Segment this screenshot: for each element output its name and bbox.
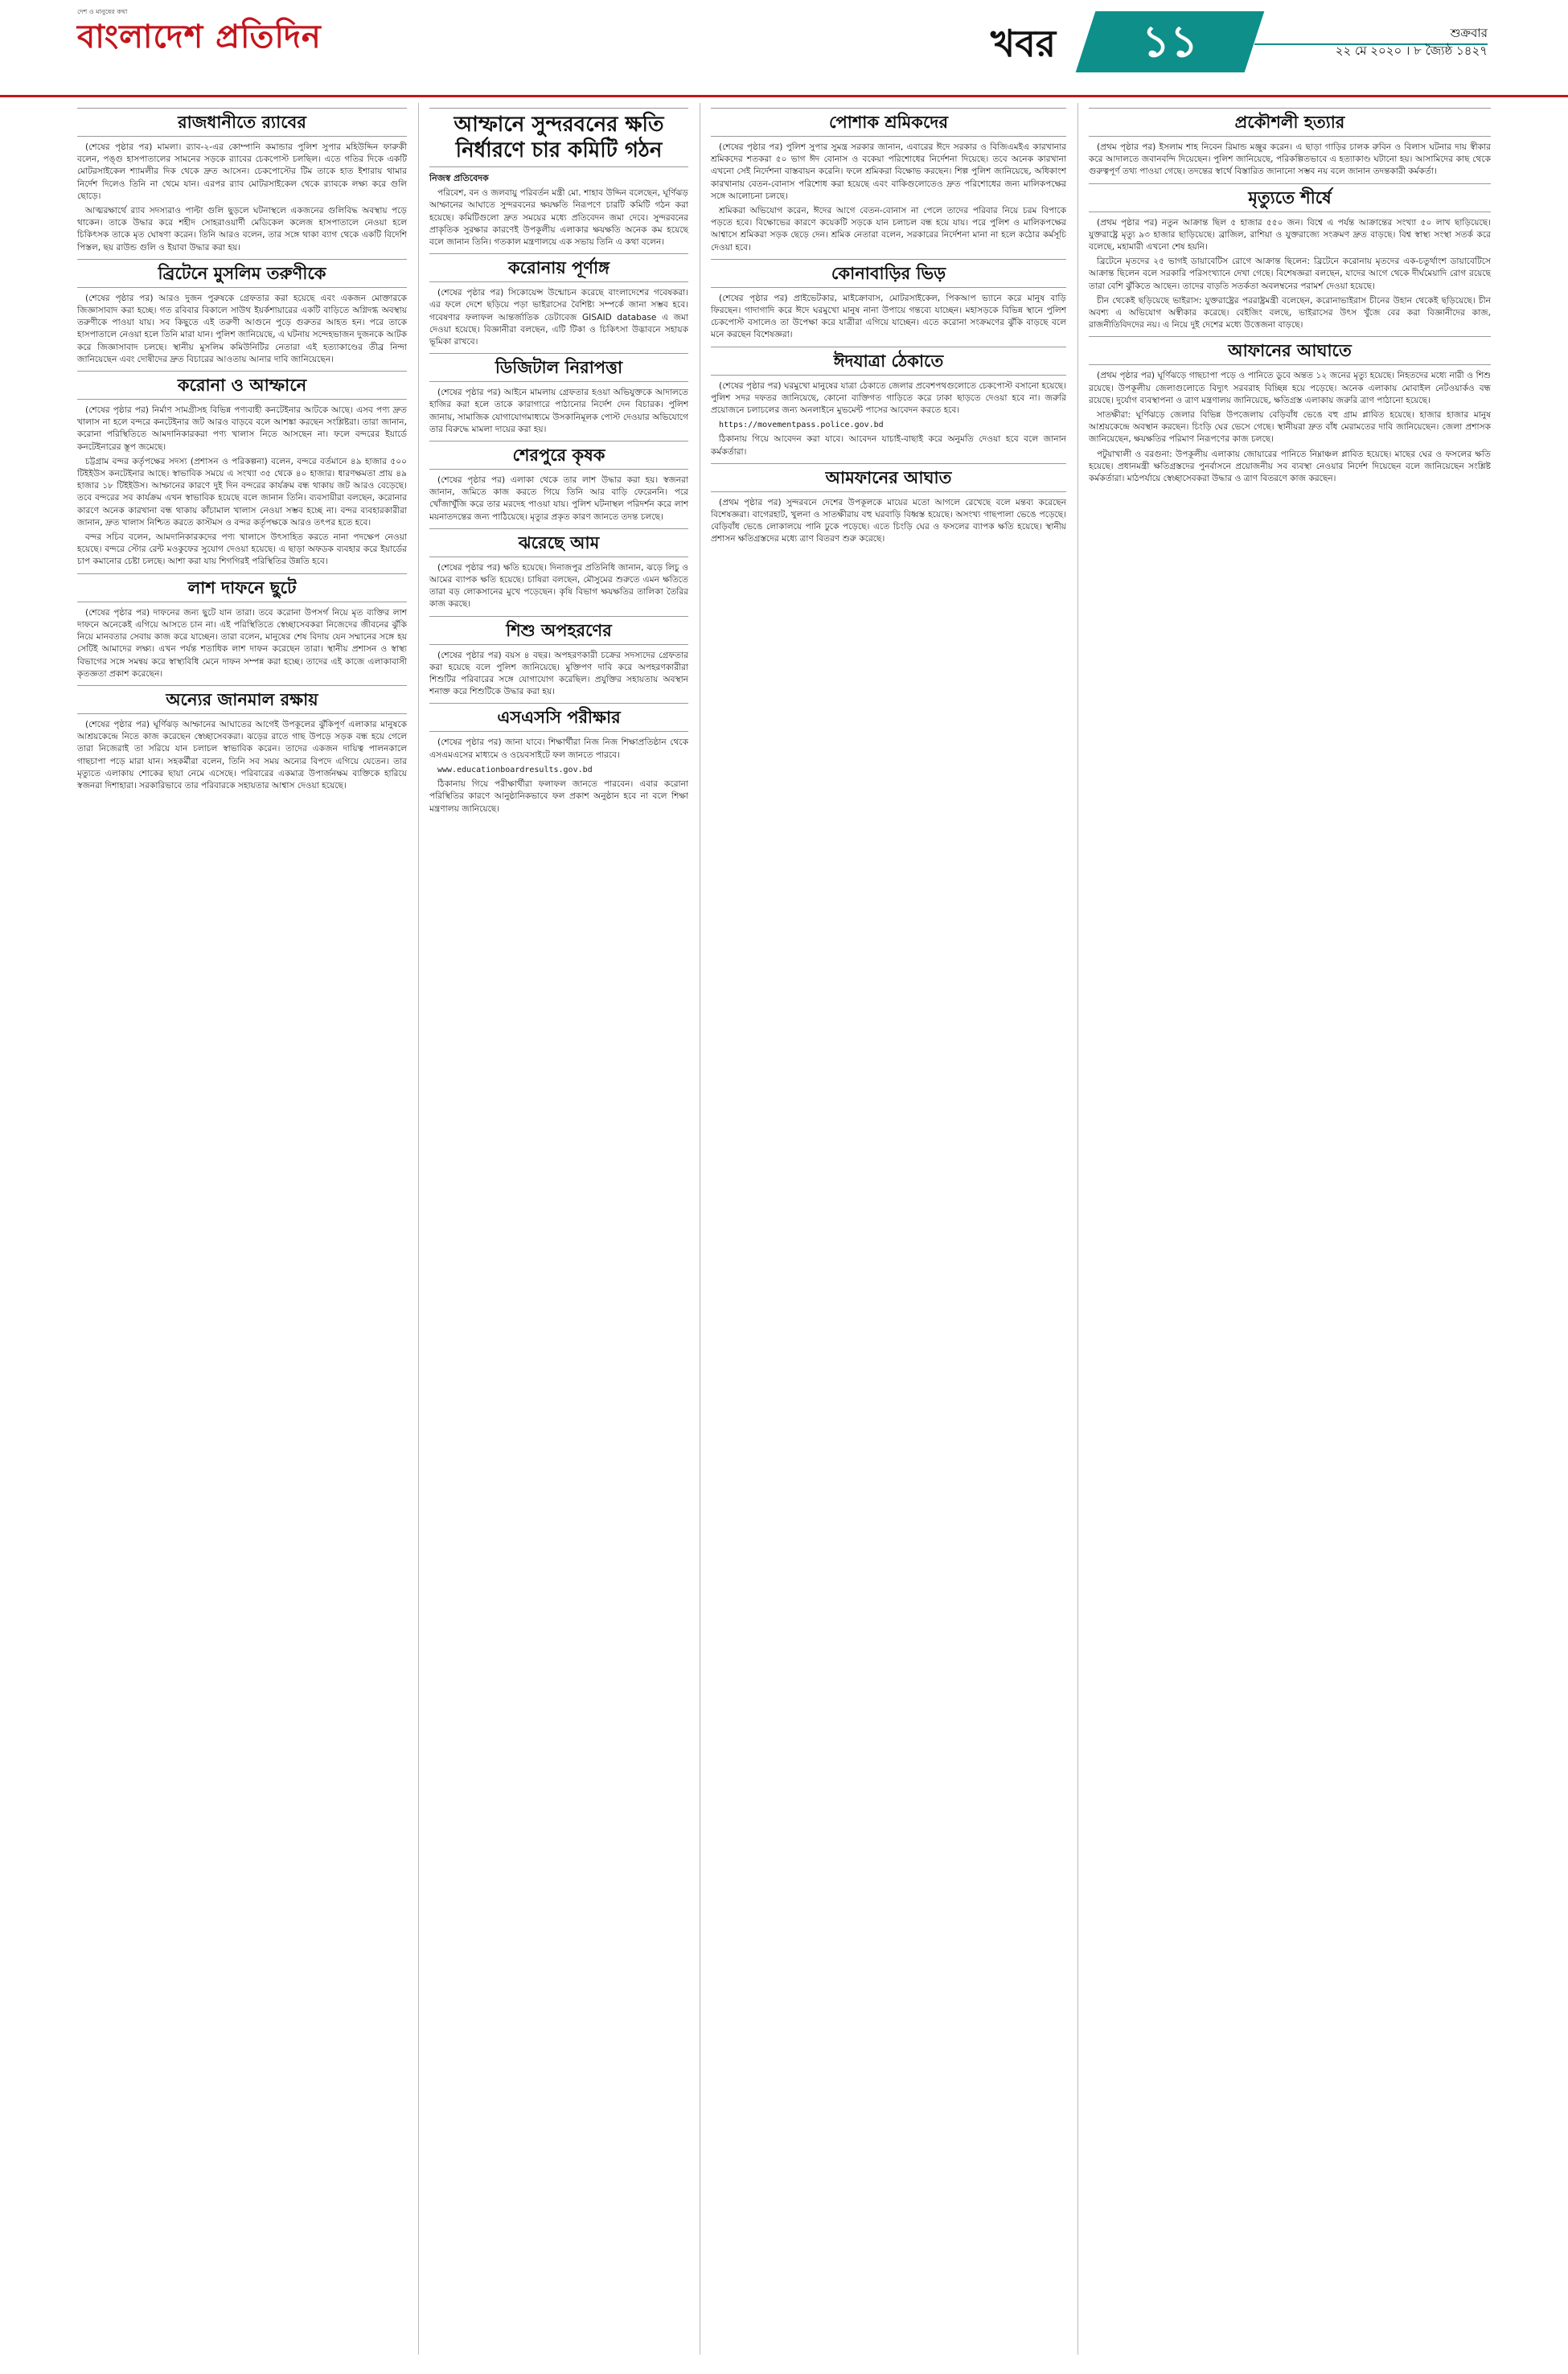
section-title: খবর	[991, 22, 1057, 65]
headline: শিশু অপহরণের	[429, 616, 688, 645]
article-body: (শেষের পৃষ্ঠার পর) বয়স ৪ বছর। অপহরণকারী চক্রের সদস্যদের গ্রেফতার করা হয়েছে বলে পুলিশ জানিয়েছে। মুক্তিপণ দাবি করে অপহরণকারীরা শিশুটির পরিবারের সঙ্গে যোগাযোগ করেছিল। প্রযুক্তির সহায়তায় অবস্থান শনাক্ত করে শিশুটিকে উদ্ধার করা হয়।	[429, 650, 688, 697]
article-body: (প্রথম পৃষ্ঠার পর) ঘূর্ণিঝড়ে গাছচাপা পড়ে ও পানিতে ডুবে অন্তত ১২ জনের মৃত্যু হয়েছে। নিহতদের মধ্যে নারী ও শিশু রয়েছে। উপকূলীয় জেলাগুলোতে বিদ্যুৎ সরবরাহ বিচ্ছিন্ন হয়ে পড়েছে। অনেক এলাকায় মোবাইল নেটওয়ার্কও বন্ধ রয়েছে। দুর্যোগ ব্যবস্থাপনা ও ত্রাণ মন্ত্রণালয় জানিয়েছে, ক্ষতিগ্রস্ত এলাকায় জরুরি ত্রাণ পাঠানো হয়েছে।	[1089, 371, 1491, 405]
headline: কোনাবাড়ির ভিড়	[711, 259, 1066, 288]
headline: শেরপুরে কৃষক	[429, 441, 688, 470]
weekday: শুক্রবার	[1450, 26, 1488, 40]
article-body: ঠিকানায় গিয়ে পরীক্ষার্থীরা ফলাফল জানতে পারবেন। এবার করোনা পরিস্থিতির কারণে আনুষ্ঠানিকভাবে ফল প্রকাশ অনুষ্ঠান হবে না বলে শিক্ষা মন্ত্রণালয় জানিয়েছে।	[429, 779, 688, 814]
article-body: পরিবেশ, বন ও জলবায়ু পরিবর্তন মন্ত্রী মো. শাহাব উদ্দিন বলেছেন, ঘূর্ণিঝড় আম্ফানের আঘাতে সুন্দরবনের ক্ষয়ক্ষতি নিরূপণে চারটি কমিটি গঠন করা হয়েছে। কমিটিগুলো দ্রুত সময়ের মধ্যে প্রতিবেদন জমা দেবে। সুন্দরবনের প্রাকৃতিক সুরক্ষার কারণেই উপকূলীয় এলাকার ক্ষয়ক্ষতি অনেক কম হয়েছে বলে জানান তিনি। গতকাল মন্ত্রণালয়ে এক সভায় তিনি এ কথা বলেন।	[429, 188, 688, 248]
newspaper-logo[interactable]	[77, 8, 351, 88]
article-body: (শেষের পৃষ্ঠার পর) ক্ষতি হয়েছে। দিনাজপুর প্রতিনিধি জানান, ঝড়ে লিচু ও আমের ব্যাপক ক্ষতি হয়েছে। চাষিরা বলছেন, মৌসুমের শুরুতে এমন ক্ষতিতে তারা বড় লোকসানের মুখে পড়েছেন। কৃষি বিভাগ ক্ষয়ক্ষতির তালিকা তৈরির কাজ করছে।	[429, 562, 688, 610]
logo-text: বাংলাদেশ প্রতিদিন	[77, 18, 322, 55]
headline: ডিজিটাল নিরাপত্তা	[429, 353, 688, 382]
movement-pass-link[interactable]: https://movementpass.police.gov.bd	[719, 421, 884, 430]
article-body: (শেষের পৃষ্ঠার পর) আরও দুজন পুরুষকে গ্রেফতার করা হয়েছে এবং একজন মোক্তারকে জিজ্ঞাসাবাদ করা হচ্ছে। গত রবিবার বিকালে সাউথ ইয়র্কশায়ারের একটি বাড়িতে অগ্নিদগ্ধ অবস্থায় তরুণীকে পাওয়া যায়। সব কিছুতে এই তরুণী আগুনে পুড়ে গুরুতর আহত হন। পরে তাকে হাসপাতালে নেওয়া হলে তিনি মারা যান। পুলিশ জানিয়েছে, এ ঘটনায় সন্দেহভাজন দুজনকে আটক করে জিজ্ঞাসাবাদ চলছে। স্থানীয় মুসলিম কমিউনিটির নেতারা এই হত্যাকাণ্ডের তীব্র নিন্দা জানিয়েছেন এবং দোষীদের দ্রুত বিচারের আওতায় আনার দাবি জানিয়েছেন।	[77, 293, 407, 364]
headline: প্রকৌশলী হত্যার	[1089, 108, 1491, 137]
headline: লাশ দাফনে ছুটে	[77, 573, 407, 602]
column-2	[429, 103, 688, 818]
headline: ঈদযাত্রা ঠেকাতে	[711, 347, 1066, 376]
column-divider	[418, 103, 419, 2355]
article-body: চট্টগ্রাম বন্দর কর্তৃপক্ষের সদস্য (প্রশাসন ও পরিকল্পনা) বলেন, বন্দরে বর্তমানে ৪৯ হাজার ৫০০ টিইইউস কনটেইনার আছে। স্বাভাবিক সময়ে এ সংখ্যা ৩৫ থেকে ৪০ হাজার। ধারণক্ষমতা প্রায় ৪৯ হাজার ১৮ টিইইউস। আম্ফানের কারণে দুই দিন বন্দরের কার্যক্রম বন্ধ থাকায় জট আরও বেড়েছে। তবে বন্দরের সব কার্যক্রম এখন স্বাভাবিক হয়েছে বলে জানান তিনি। ব্যবসায়ীরা বলছেন, করোনার কারণে অনেক কারখানা বন্ধ থাকায় কাঁচামাল খালাস নেওয়া সম্ভব হচ্ছে না। বন্দর ব্যবহারকারীরা জানান, দ্রুত খালাস নিশ্চিত করতে কাস্টমস ও বন্দর কর্তৃপক্ষকে আরও তৎপর হতে হবে।	[77, 456, 407, 528]
results-link[interactable]: www.educationboardresults.gov.bd	[437, 765, 593, 774]
headline: পোশাক শ্রমিকদের	[711, 108, 1066, 137]
byline: নিজস্ব প্রতিবেদক	[429, 173, 489, 183]
article-body: (শেষের পৃষ্ঠার পর) মামলা। র‌্যাব-২-এর কোম্পানি কমান্ডার পুলিশ সুপার মহিউদ্দিন ফারুকী বলেন, পঙ্গু হাসপাতালের সামনের সড়কে র‌্যাবের চেকপোস্ট চলছিল। এতে গতির দিকে একটি মোটরসাইকেল শ্যামলীর দিক থেকে দ্রুত আসেন। চেকপোস্টের টিম তাকে হাত ইশারায় থামার নির্দেশ দিলেও তিনি না থেমে যান। এরপর র‌্যাব মোটরসাইকেল থেকে র‌্যাবকে লক্ষ্য করে গুলি ছোড়ে।	[77, 142, 407, 201]
article-body: আত্মরক্ষার্থে র‌্যাব সদস্যরাও পাল্টা গুলি ছুড়লে ঘটনাস্থলে একজনের গুলিবিদ্ধ অবস্থায় পড়ে থাকেন। তাকে উদ্ধার করে শহীদ সোহরাওয়ার্দী মেডিকেল কলেজ হাসপাতালে নেওয়া হলে চিকিৎসক তাকে মৃত ঘোষণা করেন। তিনি আরও বলেন, তার সঙ্গে থাকা ব্যাগ থেকে একটি বিদেশি পিস্তল, ছয় রাউন্ড গুলি ও ইয়াবা উদ্ধার করা হয়।	[77, 206, 407, 253]
article-body: (শেষের পৃষ্ঠার পর) ঘূর্ণিঝড় আম্ফানের আঘাতের আগেই উপকূলের ঝুঁকিপূর্ণ এলাকার মানুষকে আশ্রয়কেন্দ্রে নিতে কাজ করেছেন স্বেচ্ছাসেবকরা। ঝড়ের রাতে গাছ উপড়ে সড়ক বন্ধ হয়ে গেলে তারা নিজেরাই তা সরিয়ে যান চলাচল স্বাভাবিক করেন। তাদের একজন দায়িত্ব পালনকালে গাছচাপা পড়ে মারা যান। সহকর্মীরা বলেন, তিনি সব সময় অন্যের বিপদে এগিয়ে যেতেন। তার মৃত্যুতে এলাকায় শোকের ছায়া নেমে এসেছে। পরিবারের একমাত্র উপার্জনক্ষম ব্যক্তিকে হারিয়ে স্বজনরা দিশাহারা। সরকারিভাবে তার পরিবারকে সহায়তার আশ্বাস দেওয়া হয়েছে।	[77, 719, 407, 791]
headline: মৃত্যুতে শীর্ষে	[1089, 183, 1491, 212]
headline: আম্ফানে সুন্দরবনের ক্ষতি নির্ধারণে চার কমিটি গঠন	[429, 108, 688, 167]
column-1	[77, 103, 407, 795]
article-body: শ্রমিকরা অভিযোগ করেন, ঈদের আগে বেতন-বোনাস না পেলে তাদের পরিবার নিয়ে চরম বিপাকে পড়তে হবে। বিক্ষোভের কারণে কয়েকটি সড়কে যান চলাচল বন্ধ হয়ে যায়। পরে পুলিশ ও মালিকপক্ষের আশ্বাসে শ্রমিকরা সড়ক ছেড়ে দেন। শ্রমিক নেতারা বলেন, সরকারের নির্দেশনা মানা না হলে কঠোর কর্মসূচি দেওয়া হবে।	[711, 206, 1066, 253]
column-4	[1089, 103, 1491, 487]
headline: এসএসসি পরীক্ষার	[429, 703, 688, 732]
article-body: চীন থেকেই ছড়িয়েছে ভাইরাস: যুক্তরাষ্ট্রের পররাষ্ট্রমন্ত্রী বলেছেন, করোনাভাইরাস চীনের উহান থেকেই ছড়িয়েছে। চীন অবশ্য এ অভিযোগ অস্বীকার করেছে। বেইজিং বলছে, ভাইরাসের উৎস খুঁজে বের করা বিজ্ঞানীদের কাজ, রাজনীতিবিদদের নয়। এ নিয়ে দুই দেশের মধ্যে উত্তেজনা বাড়ছে।	[1089, 295, 1491, 331]
date-block	[1246, 24, 1488, 60]
article-body: সাতক্ষীরা: ঘূর্ণিঝড়ে জেলার বিভিন্ন উপজেলায় বেড়িবাঁধ ভেঙে বহু গ্রাম প্লাবিত হয়েছে। হাজার হাজার মানুষ আশ্রয়কেন্দ্রে অবস্থান করছেন। চিংড়ি ঘের ভেসে গেছে। স্থানীয়রা দ্রুত বাঁধ মেরামতের দাবি জানিয়েছেন। জেলা প্রশাসক জানিয়েছেন, ক্ষয়ক্ষতির পরিমাণ নিরূপণের কাজ চলছে।	[1089, 410, 1491, 445]
article-body: (শেষের পৃষ্ঠার পর) ঘরমুখো মানুষের যাত্রা ঠেকাতে জেলার প্রবেশপথগুলোতে চেকপোস্ট বসানো হয়েছে। পুলিশ সদর দফতর জানিয়েছে, কোনো ব্যক্তিগত গাড়িতে করে ঢাকা ছাড়তে দেওয়া হবে না। জরুরি প্রয়োজনে চলাচলের জন্য অনলাইনে মুভমেন্ট পাসের আবেদন করতে হবে।	[711, 380, 1066, 416]
article-body: (শেষের পৃষ্ঠার পর) প্রাইভেটকার, মাইক্রোবাস, মোটরসাইকেল, পিকআপ ভ্যানে করে মানুষ বাড়ি ফিরছেন। গাদাগাদি করে ঈদে ঘরমুখো মানুষ নানা উপায়ে গন্তব্যে যাচ্ছেন। মহাসড়কে বিভিন্ন স্থানে পুলিশ চেকপোস্ট বসালেও তা উপেক্ষা করে যাত্রীরা এগিয়ে যাচ্ছেন। এতে করোনা সংক্রমণের ঝুঁকি বাড়ছে বলে মনে করছেন বিশেষজ্ঞরা।	[711, 293, 1066, 340]
headline: আফানের আঘাতে	[1089, 336, 1491, 365]
page-number: ১১	[1141, 16, 1199, 67]
article-body: ব্রিটেনে মৃতদের ২৫ ভাগই ডায়াবেটিস রোগে আক্রান্ত ছিলেন: ব্রিটেনে করোনায় মৃতদের এক-চতুর্থাংশ ডায়াবেটিসে আক্রান্ত ছিলেন বলে সরকারি পরিসংখ্যানে দেখা গেছে। বিশেষজ্ঞরা বলছেন, যাদের আগে থেকে দীর্ঘমেয়াদি রোগ রয়েছে তারা বেশি ঝুঁকিতে আছেন। তাদের বাড়তি সতর্কতা অবলম্বনের পরামর্শ দেওয়া হয়েছে।	[1089, 257, 1491, 291]
column-3	[711, 103, 1066, 548]
headline: করোনা ও আম্ফানে	[77, 371, 407, 400]
article-body: (শেষের পৃষ্ঠার পর) পুলিশ সুপার সুমন্ত্র সরকার জানান, এবারের ঈদে সরকার ও বিজিএমইএ কারখানার শ্রমিকদের শতকরা ৫০ ভাগ ঈদ বোনাস ও বকেয়া পরিশোধের নির্দেশনা দিয়েছে। তবে অনেক কারখানা এখনো সেই নির্দেশনা বাস্তবায়ন করেনি। ফলে শ্রমিকরা বিক্ষোভ করছেন। শিল্প পুলিশ জানিয়েছে, অধিকাংশ কারখানায় বেতন-বোনাস পরিশোধ করা হয়েছে এবং বাকিগুলোতেও দ্রুত পরিশোধের জন্য মালিকপক্ষের সঙ্গে আলোচনা চলছে।	[711, 142, 1066, 201]
logo-tagline: দেশ ও মানুষের কথা	[77, 8, 128, 15]
headline: অন্যের জানমাল রক্ষায়	[77, 685, 407, 714]
article-body: (শেষের পৃষ্ঠার পর) সিকোয়েন্স উন্মোচন করেছে বাংলাদেশের গবেষকরা। এর ফলে দেশে ছড়িয়ে পড়া ভাইরাসের বৈশিষ্ট্য সম্পর্কে জানা সম্ভব হবে। গবেষণার ফলাফল আন্তর্জাতিক ডেটাবেজ GISAID database এ জমা দেওয়া হয়েছে। বিজ্ঞানীরা বলছেন, এটি টিকা ও চিকিৎসা উদ্ভাবনে সহায়ক ভূমিকা রাখবে।	[429, 288, 688, 347]
headline: ঝরেছে আম	[429, 528, 688, 557]
article-body: (শেষের পৃষ্ঠার পর) জানা যাবে। শিক্ষার্থীরা নিজ নিজ শিক্ষাপ্রতিষ্ঠান থেকে এসএমএসের মাধ্যমে ও ওয়েবসাইটে ফল জানতে পারবে।	[429, 737, 688, 760]
headline: করোনায় পূর্ণাঙ্গ	[429, 253, 688, 282]
page-number-badge	[1076, 11, 1265, 72]
article-body: (শেষের পৃষ্ঠার পর) এলাকা থেকে তার লাশ উদ্ধার করা হয়। স্বজনরা জানান, জমিতে কাজ করতে গিয়ে তিনি আর বাড়ি ফেরেননি। পরে খোঁজাখুঁজি করে তার মরদেহ পাওয়া যায়। পুলিশ ঘটনাস্থল পরিদর্শন করে লাশ ময়নাতদন্তের জন্য পাঠিয়েছে। মৃত্যুর প্রকৃত কারণ জানতে তদন্ত চলছে।	[429, 475, 688, 522]
masthead	[0, 0, 1568, 97]
article-body: (শেষের পৃষ্ঠার পর) নির্মাণ সামগ্রীসহ বিভিন্ন পণ্যবাহী কনটেইনার আটকে আছে। এসব পণ্য দ্রুত খালাস না হলে বন্দরে কনটেইনার জট আরও বাড়বে বলে আশঙ্কা করছেন সংশ্লিষ্টরা। তারা জানান, করোনা পরিস্থিতিতে আমদানিকারকরা পণ্য খালাস নিতে আসছেন না। ফলে বন্দরের ইয়ার্ডে কনটেইনারের স্তূপ জমেছে।	[77, 405, 407, 452]
issue-date: ২২ মে ২০২০ । ৮ জ্যৈষ্ঠ ১৪২৭	[1335, 43, 1488, 58]
article-body: (শেষের পৃষ্ঠার পর) আইনে মামলায় গ্রেফতার হওয়া অভিযুক্তকে আদালতে হাজির করা হলে তাকে কারাগারে পাঠানোর নির্দেশ দেন বিচারক। পুলিশ জানায়, সামাজিক যোগাযোগমাধ্যমে উসকানিমূলক পোস্ট দেওয়ার অভিযোগে তার বিরুদ্ধে মামলা দায়ের করা হয়।	[429, 388, 688, 434]
article-body: (প্রথম পৃষ্ঠার পর) নতুন আক্রান্ত ছিল ৫ হাজার ৫৫০ জন। বিশ্বে এ পর্যন্ত আক্রান্তের সংখ্যা ৫০ লাখ ছাড়িয়েছে। যুক্তরাষ্ট্রে মৃত্যু ৯৩ হাজার ছাড়িয়েছে। ব্রাজিল, রাশিয়া ও যুক্তরাজ্যে সংক্রমণ দ্রুত বাড়ছে। বিশ্ব স্বাস্থ্য সংস্থা সতর্ক করে বলেছে, মহামারী এখনো শেষ হয়নি।	[1089, 217, 1491, 253]
article-body: (প্রথম পৃষ্ঠার পর) ইসলাম শাহ নিবেন রিমান্ড মঞ্জুর করেন। এ ছাড়া গাড়ির চালক রুবিন ও বিলাস ঘটনার দায় স্বীকার করে আদালতে জবানবন্দি দিয়েছেন। পুলিশ জানিয়েছে, পরিকল্পিতভাবে এ হত্যাকাণ্ড ঘটানো হয়। আসামিদের কাছ থেকে গুরুত্বপূর্ণ তথ্য পাওয়া গেছে। তদন্তের স্বার্থে বিস্তারিত জানানো সম্ভব নয় বলে জানান তদন্তকারী কর্মকর্তা।	[1089, 142, 1491, 177]
column-divider	[1077, 103, 1078, 2355]
headline: ব্রিটেনে মুসলিম তরুণীকে	[77, 259, 407, 288]
headline: আমফানের আঘাত	[711, 463, 1066, 492]
article-body: (শেষের পৃষ্ঠার পর) দাফনের জন্য ছুটে যান তারা। তবে করোনা উপসর্গ নিয়ে মৃত ব্যক্তির লাশ দাফনে অনেকেই এগিয়ে আসতে চান না। এই পরিস্থিতিতে স্বেচ্ছাসেবকরা নিজেদের জীবনের ঝুঁকি নিয়ে মানবতার সেবায় কাজ করে যাচ্ছেন। তারা বলেন, মানুষের শেষ বিদায় যেন সম্মানের সঙ্গে হয় সেটিই আমাদের লক্ষ্য। এখন পর্যন্ত শতাধিক লাশ দাফন করেছেন তারা। স্থানীয় প্রশাসন ও স্বাস্থ্য বিভাগের সঙ্গে সমন্বয় করে স্বাস্থ্যবিধি মেনে দাফন সম্পন্ন করা হচ্ছে। তাদের এই কাজে এলাকাবাসী কৃতজ্ঞতা প্রকাশ করেছেন।	[77, 607, 407, 679]
article-body: (প্রথম পৃষ্ঠার পর) সুন্দরবনে দেশের উপকূলকে মায়ের মতো আগলে রেখেছে বলে মন্তব্য করেছেন বিশেষজ্ঞরা। বাগেরহাট, খুলনা ও সাতক্ষীরায় বহু ঘরবাড়ি বিধ্বস্ত হয়েছে। অসংখ্য গাছপালা ভেঙে পড়েছে। বেড়িবাঁধ ভেঙে লোকালয়ে পানি ঢুকে পড়েছে। এতে চিংড়ি ঘের ও ফসলের ব্যাপক ক্ষতি হয়েছে। স্থানীয় প্রশাসন ক্ষতিগ্রস্তদের মধ্যে ত্রাণ বিতরণ শুরু করেছে।	[711, 497, 1066, 544]
article-body: বন্দর সচিব বলেন, আমদানিকারকদের পণ্য খালাসে উৎসাহিত করতে নানা পদক্ষেপ নেওয়া হয়েছে। বন্দরে স্টোর রেন্ট মওকুফের সুযোগ দেওয়া হয়েছে। এ ছাড়া অফডক ব্যবহার করে ইয়ার্ডের চাপ কমানোর চেষ্টা চলছে। আশা করা যায় শিগগিরই পরিস্থিতির উন্নতি হবে।	[77, 532, 407, 567]
article-body: ঠিকানায় গিয়ে আবেদন করা যাবে। আবেদন যাচাই-বাছাই করে অনুমতি দেওয়া হবে বলে জানান কর্মকর্তারা।	[711, 434, 1066, 457]
headline: রাজধানীতে র‌্যাবের	[77, 108, 407, 137]
article-body: পটুয়াখালী ও বরগুনা: উপকূলীয় এলাকায় জোয়ারের পানিতে নিম্নাঞ্চল প্লাবিত হয়েছে। মাছের ঘের ও ফসলের ক্ষতি হয়েছে। প্রধানমন্ত্রী ক্ষতিগ্রস্তদের পুনর্বাসনে প্রয়োজনীয় সব ব্যবস্থা নেওয়ার নির্দেশ দিয়েছেন বলে জানিয়েছেন সংশ্লিষ্ট কর্মকর্তারা। মাঠপর্যায়ে স্বেচ্ছাসেবকরা উদ্ধার ও ত্রাণ বিতরণে কাজ করছেন।	[1089, 449, 1491, 484]
